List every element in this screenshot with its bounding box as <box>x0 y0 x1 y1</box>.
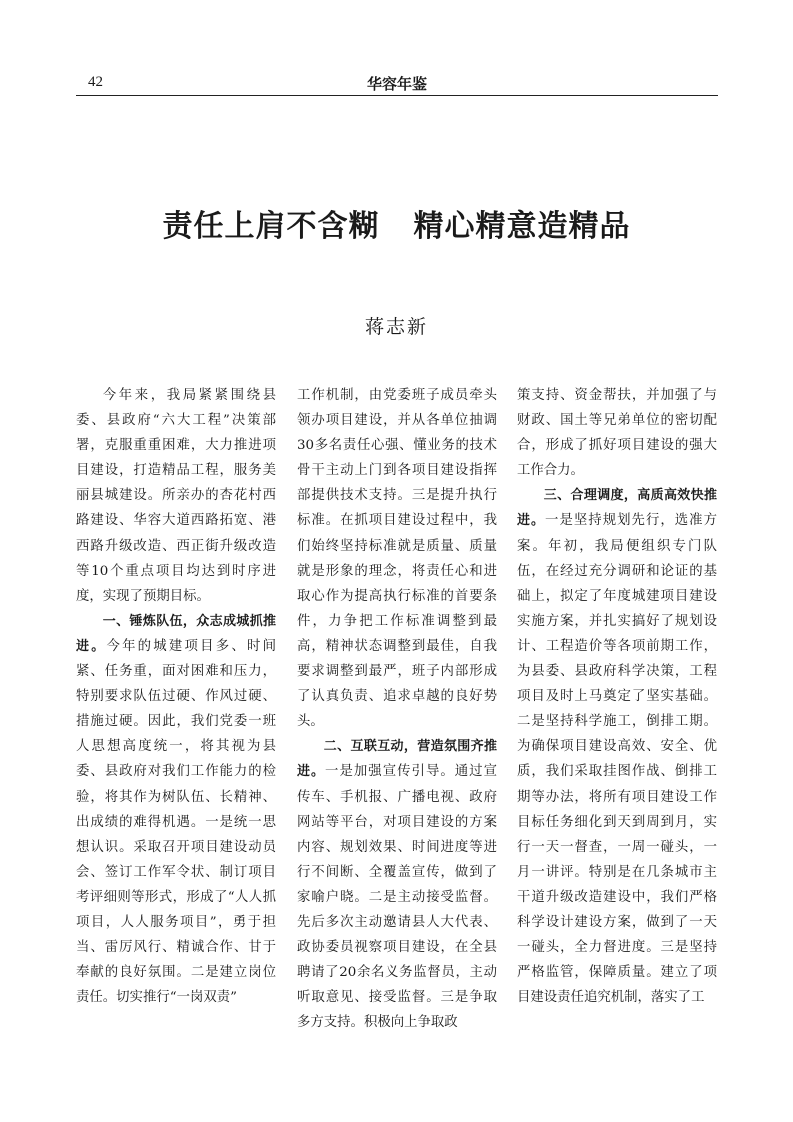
paragraph-text: 一是加强宣传引导。通过宣传车、手机报、广播电视、政府网站等平台，对项目建设的方案内容、规划效果、时间进度等进行不间断、全覆盖宣传，做到了家喻户晓。二是主动接受监督。先后多次主动邀请县人大代表、政协委员视察项目建设，在全县聘请了20余名义务监督员，主动听取意见、接受监督。三是争取多方支持。积极向上争取政 <box>297 764 497 1031</box>
title-part-2: 精心精意造精品 <box>413 209 631 244</box>
body-column-2 <box>297 383 497 1043</box>
running-head: 华容年鉴 <box>366 75 427 93</box>
header-rule <box>76 95 718 96</box>
section-heading: 三、合理调度，高质高效快推进。 <box>517 488 717 529</box>
title-part-1: 责任上肩不含糊 <box>162 209 380 244</box>
page-header <box>76 70 718 94</box>
paragraph <box>297 734 497 1035</box>
paragraph-text: 今年的城建项目多、时间紧、任务重，面对困难和压力，特别要求队伍过硬、作风过硬、措施过硬。因此，我们党委一班人思想高度统一，将其视为县委、县政府对我们工作能力的检验，将其作为树队伍、长精神、出成绩的难得机遇。一是统一思想认识。采取召开项目建设动员会、签订工作军令状、制订项目考评细则等形式，形成了“人人抓项目，人人服务项目”，勇于担当、雷厉风行、精诚合作、甘于奉献的良好氛围。二是建立岗位责任。切实推行“一岗双责” <box>76 638 276 1006</box>
paragraph <box>76 383 276 609</box>
section-heading: 二、互联互动，营造氛围齐推进。 <box>297 739 497 780</box>
article-author: 蒋志新 <box>364 316 428 338</box>
paragraph-text: 一是坚持规划先行，选准方案。年初，我局便组织专门队伍，在经过充分调研和论证的基础上，拟定了年度城建项目建设实施方案，并扎实搞好了规划设计、工程造价等各项前期工作，为县委、县政府科学决策，工程项目及时上马奠定了坚实基础。二是坚持科学施工，倒排工期。为确保项目建设高效、安全、优质，我们采取挂图作战、倒排工期等办法，将所有项目建设工作目标任务细化到天到周到月，实行一天一督查，一周一碰头，一月一讲评。特别是在几条城市主干道升级改造建设中，我们严格科学设计建设方案，做到了一天一碰头，全力督进度。三是坚持严格监管，保障质量。建立了项目建设责任追究机制，落实了工 <box>517 513 717 1006</box>
paragraph <box>517 383 717 483</box>
paragraph-text: 策支持、资金帮扶，并加强了与财政、国土等兄弟单位的密切配合，形成了抓好项目建设的强大工作合力。 <box>517 388 717 479</box>
body-column-1 <box>76 383 276 1043</box>
paragraph <box>517 483 717 1010</box>
section-heading: 一、锤炼队伍，众志成城抓推进。 <box>76 613 276 654</box>
paragraph <box>76 609 276 1011</box>
paragraph <box>297 383 497 734</box>
page-number: 42 <box>88 74 103 90</box>
article-title <box>0 201 793 245</box>
paragraph-text: 工作机制，由党委班子成员牵头领办项目建设，并从各单位抽调30多名责任心强、懂业务的技术骨干主动上门到各项目建设指挥部提供技术支持。三是提升执行标准。在抓项目建设过程中，我们始终坚持标准就是质量、质量就是形象的理念，将责任心和进取心作为提高执行标准的首要条件，力争把工作标准调整到最高，精神状态调整到最佳，自我要求调整到最严，班子内部形成了认真负责、追求卓越的良好势头。 <box>297 388 497 730</box>
paragraph-text: 今年来，我局紧紧围绕县委、县政府“六大工程”决策部署，克服重重困难，大力推进项目建设，打造精品工程，服务美丽县城建设。所亲办的杏花村西路建设、华容大道西路拓宽、港西路升级改造、西正街升级改造等10个重点项目均达到时序进度，实现了预期目标。 <box>76 388 276 604</box>
body-column-3 <box>517 383 717 1043</box>
